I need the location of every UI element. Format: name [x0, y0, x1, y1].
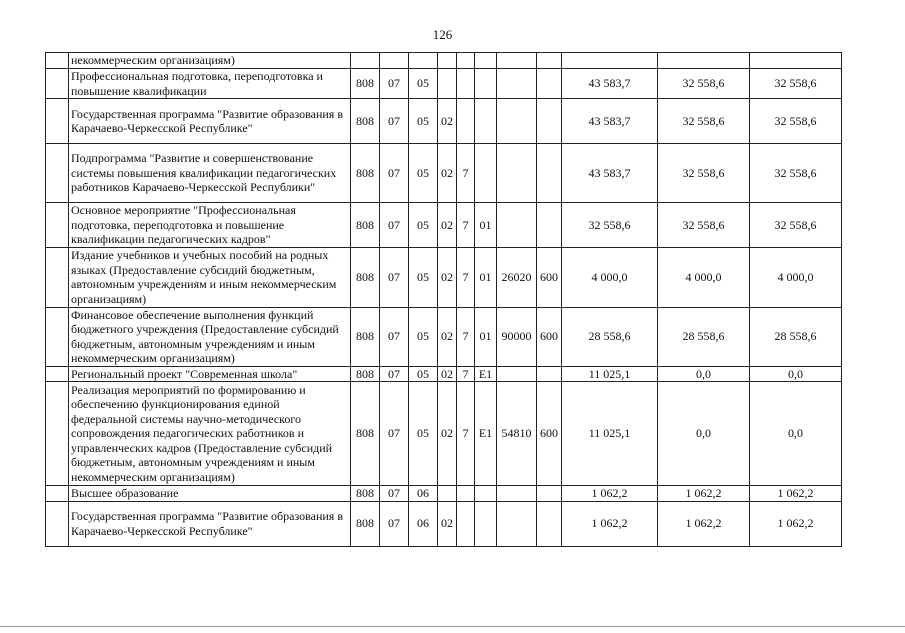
- sum-year-2-cell: 0,0: [658, 382, 750, 486]
- ministry-code-cell: 808: [351, 69, 380, 99]
- ministry-code-cell: 808: [351, 382, 380, 486]
- expense-type-cell: [537, 99, 562, 144]
- subprogram-code-cell: 7: [457, 307, 475, 366]
- direction-code-cell: [497, 69, 537, 99]
- subprogram-code-cell: 7: [457, 247, 475, 307]
- sum-year-2-cell: 32 558,6: [658, 144, 750, 203]
- direction-code-cell: [497, 53, 537, 69]
- row-name-cell: Реализация мероприятий по формированию и обеспечению функционирования единой федеральной системы научно-методического сопровождения педагогических работников и управленческих кадров (Предоставление субсидий бюджетным, автономным учреждениям и иным некоммерческим организациям): [69, 382, 351, 486]
- page-number: 126: [432, 27, 453, 42]
- row-name-cell: Подпрограмма "Развитие и совершенствование системы повышения квалификации педагогических работников Карачаево-Черкесской Республики": [69, 144, 351, 203]
- row-margin-cell: [46, 307, 69, 366]
- budget-table: [45, 52, 842, 547]
- sum-year-1-cell: 43 583,7: [562, 69, 658, 99]
- subprogram-code-cell: [457, 99, 475, 144]
- table-row: [46, 247, 842, 307]
- subsection-code-cell: 05: [409, 144, 438, 203]
- subprogram-code-cell: 7: [457, 144, 475, 203]
- table-row: [46, 203, 842, 248]
- row-margin-cell: [46, 382, 69, 486]
- event-code-cell: 01: [475, 307, 497, 366]
- sum-year-1-cell: 32 558,6: [562, 203, 658, 248]
- table-row: [46, 366, 842, 382]
- program-code-cell: 02: [438, 203, 457, 248]
- table-row: [46, 53, 842, 69]
- ministry-code-cell: 808: [351, 144, 380, 203]
- row-name-cell: Государственная программа "Развитие образования в Карачаево-Черкесской Республике": [69, 501, 351, 546]
- subprogram-code-cell: 7: [457, 382, 475, 486]
- expense-type-cell: [537, 366, 562, 382]
- table-row: [46, 69, 842, 99]
- table-row: [46, 99, 842, 144]
- section-code-cell: 07: [380, 99, 409, 144]
- expense-type-cell: 600: [537, 307, 562, 366]
- expense-type-cell: 600: [537, 382, 562, 486]
- sum-year-3-cell: 32 558,6: [750, 99, 842, 144]
- section-code-cell: 07: [380, 203, 409, 248]
- subsection-code-cell: 05: [409, 366, 438, 382]
- section-code-cell: 07: [380, 366, 409, 382]
- sum-year-2-cell: 4 000,0: [658, 247, 750, 307]
- ministry-code-cell: 808: [351, 366, 380, 382]
- sum-year-1-cell: 43 583,7: [562, 144, 658, 203]
- expense-type-cell: [537, 486, 562, 502]
- row-name-cell: Издание учебников и учебных пособий на родных языках (Предоставление субсидий бюджетным, автономным учреждениям и иным некоммерческим организациям): [69, 247, 351, 307]
- program-code-cell: 02: [438, 247, 457, 307]
- subsection-code-cell: 05: [409, 99, 438, 144]
- sum-year-2-cell: 32 558,6: [658, 203, 750, 248]
- ministry-code-cell: 808: [351, 501, 380, 546]
- event-code-cell: [475, 53, 497, 69]
- row-name-cell: Государственная программа "Развитие образования в Карачаево-Черкесской Республике": [69, 99, 351, 144]
- row-name-cell: некоммерческим организациям): [69, 53, 351, 69]
- sum-year-1-cell: 11 025,1: [562, 382, 658, 486]
- sum-year-1-cell: 1 062,2: [562, 501, 658, 546]
- row-name-cell: Профессиональная подготовка, переподготовка и повышение квалификации: [69, 69, 351, 99]
- sum-year-3-cell: 0,0: [750, 382, 842, 486]
- sum-year-3-cell: 4 000,0: [750, 247, 842, 307]
- event-code-cell: [475, 69, 497, 99]
- expense-type-cell: [537, 144, 562, 203]
- program-code-cell: 02: [438, 99, 457, 144]
- subprogram-code-cell: 7: [457, 203, 475, 248]
- sum-year-2-cell: 32 558,6: [658, 69, 750, 99]
- event-code-cell: [475, 501, 497, 546]
- expense-type-cell: [537, 69, 562, 99]
- sum-year-1-cell: 43 583,7: [562, 99, 658, 144]
- ministry-code-cell: 808: [351, 307, 380, 366]
- section-code-cell: 07: [380, 382, 409, 486]
- sum-year-3-cell: 1 062,2: [750, 501, 842, 546]
- table-row: [46, 307, 842, 366]
- event-code-cell: [475, 486, 497, 502]
- event-code-cell: [475, 99, 497, 144]
- sum-year-2-cell: 0,0: [658, 366, 750, 382]
- direction-code-cell: 54810: [497, 382, 537, 486]
- subsection-code-cell: 05: [409, 69, 438, 99]
- section-code-cell: 07: [380, 486, 409, 502]
- subsection-code-cell: 05: [409, 203, 438, 248]
- sum-year-3-cell: 32 558,6: [750, 69, 842, 99]
- budget-table-body: [46, 53, 842, 547]
- sum-year-2-cell: 1 062,2: [658, 486, 750, 502]
- expense-type-cell: [537, 203, 562, 248]
- table-row: [46, 486, 842, 502]
- row-margin-cell: [46, 144, 69, 203]
- section-code-cell: [380, 53, 409, 69]
- row-margin-cell: [46, 69, 69, 99]
- ministry-code-cell: 808: [351, 203, 380, 248]
- subprogram-code-cell: [457, 501, 475, 546]
- sum-year-2-cell: [658, 53, 750, 69]
- sum-year-3-cell: 1 062,2: [750, 486, 842, 502]
- sum-year-3-cell: 32 558,6: [750, 144, 842, 203]
- subsection-code-cell: 05: [409, 247, 438, 307]
- sum-year-2-cell: 32 558,6: [658, 99, 750, 144]
- program-code-cell: [438, 486, 457, 502]
- event-code-cell: 01: [475, 247, 497, 307]
- section-code-cell: 07: [380, 501, 409, 546]
- sum-year-2-cell: 1 062,2: [658, 501, 750, 546]
- program-code-cell: 02: [438, 144, 457, 203]
- ministry-code-cell: 808: [351, 99, 380, 144]
- table-row: [46, 144, 842, 203]
- direction-code-cell: [497, 99, 537, 144]
- sum-year-3-cell: 0,0: [750, 366, 842, 382]
- direction-code-cell: [497, 203, 537, 248]
- subprogram-code-cell: [457, 486, 475, 502]
- section-code-cell: 07: [380, 69, 409, 99]
- sum-year-1-cell: [562, 53, 658, 69]
- sum-year-1-cell: 11 025,1: [562, 366, 658, 382]
- section-code-cell: 07: [380, 247, 409, 307]
- sum-year-3-cell: 28 558,6: [750, 307, 842, 366]
- event-code-cell: E1: [475, 366, 497, 382]
- subprogram-code-cell: [457, 53, 475, 69]
- row-margin-cell: [46, 501, 69, 546]
- program-code-cell: 02: [438, 366, 457, 382]
- page-bottom-edge: [0, 626, 905, 627]
- sum-year-2-cell: 28 558,6: [658, 307, 750, 366]
- row-margin-cell: [46, 53, 69, 69]
- row-margin-cell: [46, 247, 69, 307]
- event-code-cell: [475, 144, 497, 203]
- program-code-cell: [438, 53, 457, 69]
- sum-year-1-cell: 28 558,6: [562, 307, 658, 366]
- subsection-code-cell: [409, 53, 438, 69]
- subsection-code-cell: 05: [409, 307, 438, 366]
- program-code-cell: [438, 69, 457, 99]
- sum-year-1-cell: 4 000,0: [562, 247, 658, 307]
- sum-year-3-cell: 32 558,6: [750, 203, 842, 248]
- event-code-cell: E1: [475, 382, 497, 486]
- row-margin-cell: [46, 486, 69, 502]
- ministry-code-cell: 808: [351, 247, 380, 307]
- program-code-cell: 02: [438, 501, 457, 546]
- row-margin-cell: [46, 203, 69, 248]
- row-margin-cell: [46, 99, 69, 144]
- row-name-cell: Высшее образование: [69, 486, 351, 502]
- sum-year-1-cell: 1 062,2: [562, 486, 658, 502]
- ministry-code-cell: [351, 53, 380, 69]
- ministry-code-cell: 808: [351, 486, 380, 502]
- expense-type-cell: 600: [537, 247, 562, 307]
- row-margin-cell: [46, 366, 69, 382]
- direction-code-cell: [497, 486, 537, 502]
- sum-year-3-cell: [750, 53, 842, 69]
- program-code-cell: 02: [438, 307, 457, 366]
- table-row: [46, 382, 842, 486]
- subsection-code-cell: 06: [409, 501, 438, 546]
- section-code-cell: 07: [380, 144, 409, 203]
- expense-type-cell: [537, 501, 562, 546]
- event-code-cell: 01: [475, 203, 497, 248]
- direction-code-cell: [497, 501, 537, 546]
- subprogram-code-cell: [457, 69, 475, 99]
- expense-type-cell: [537, 53, 562, 69]
- subprogram-code-cell: 7: [457, 366, 475, 382]
- direction-code-cell: 26020: [497, 247, 537, 307]
- row-name-cell: Основное мероприятие "Профессиональная подготовка, переподготовка и повышение квалификации педагогических кадров": [69, 203, 351, 248]
- subsection-code-cell: 06: [409, 486, 438, 502]
- direction-code-cell: [497, 366, 537, 382]
- direction-code-cell: [497, 144, 537, 203]
- direction-code-cell: 90000: [497, 307, 537, 366]
- program-code-cell: 02: [438, 382, 457, 486]
- section-code-cell: 07: [380, 307, 409, 366]
- table-row: [46, 501, 842, 546]
- row-name-cell: Региональный проект "Современная школа": [69, 366, 351, 382]
- subsection-code-cell: 05: [409, 382, 438, 486]
- row-name-cell: Финансовое обеспечение выполнения функций бюджетного учреждения (Предоставление субсидий бюджетным, автономным учреждениям и иным некоммерческим организациям): [69, 307, 351, 366]
